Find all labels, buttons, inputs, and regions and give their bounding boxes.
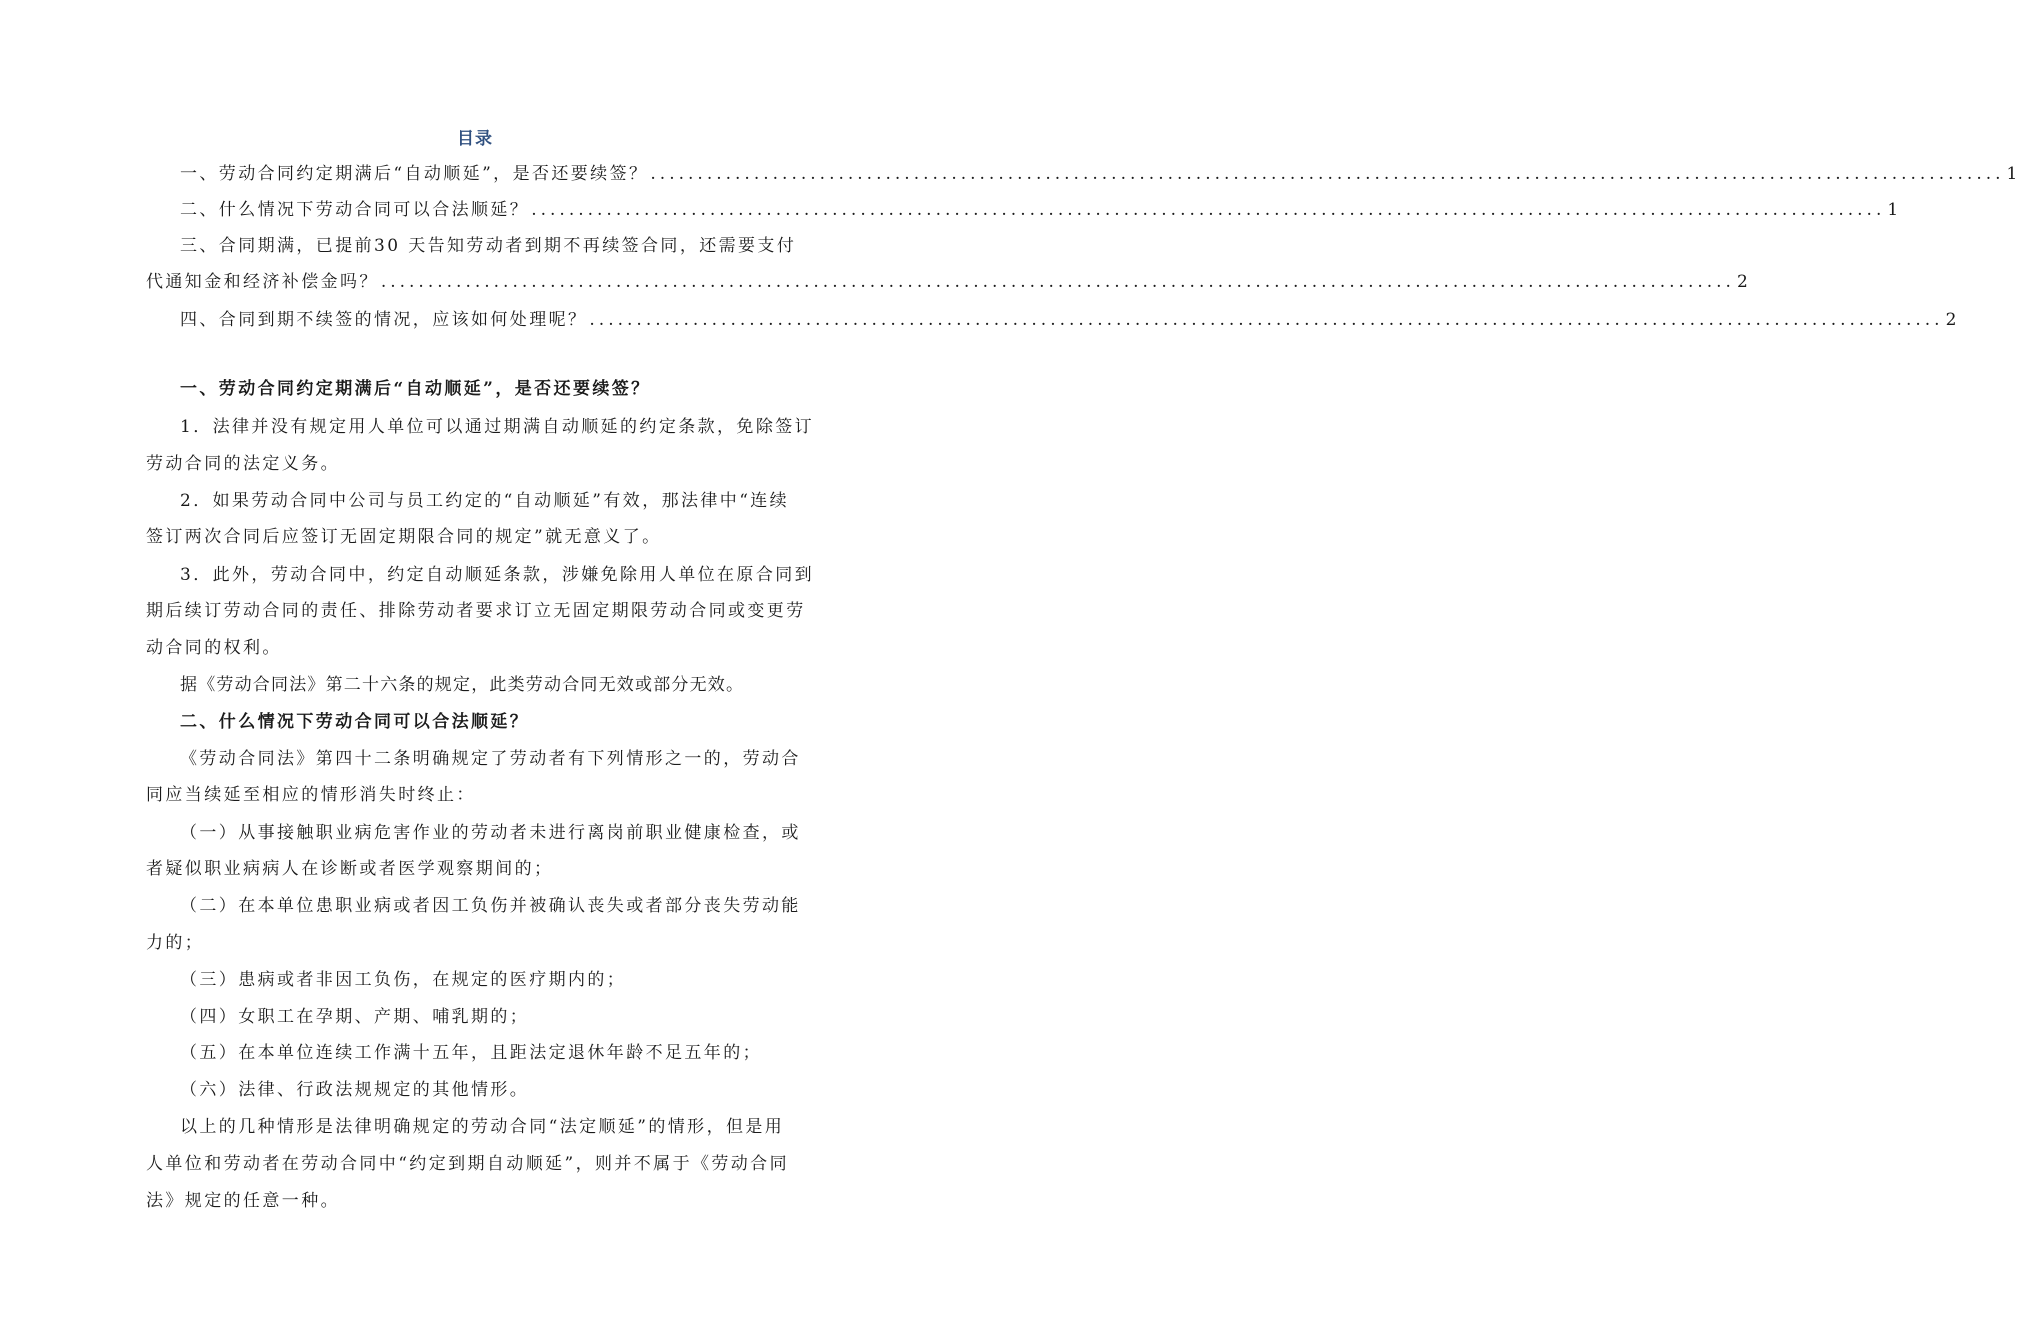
list-item-6: （六）法律、行政法规规定的其他情形。 [180, 1080, 530, 1100]
list-item-2-line-1: （二）在本单位患职业病或者因工负伤并被确认丧失或者部分丧失劳动能 [180, 896, 801, 916]
toc-entry-3[interactable] [146, 270, 1748, 294]
toc-entry-3-line1[interactable]: 三、合同期满，已提前30 天告知劳动者到期不再续签合同，还需要支付 [180, 236, 797, 256]
paragraph-2-line-1: 2．如果劳动合同中公司与员工约定的“自动顺延”有效，那法律中“连续 [180, 491, 790, 511]
intro-line-2: 同应当续延至相应的情形消失时终止： [146, 785, 476, 805]
paragraph-3-line-3: 动合同的权利。 [146, 638, 282, 658]
paragraph-3-line-1: 3．此外，劳动合同中，约定自动顺延条款，涉嫌免除用人单位在原合同到 [180, 565, 815, 585]
section-1-heading: 一、劳动合同约定期满后“自动顺延”，是否还要续签？ [180, 379, 651, 399]
toc-leader: ................................................................................................................................................ [650, 164, 2005, 184]
toc-entry-4[interactable] [180, 308, 1957, 332]
conclusion-line-2: 人单位和劳动者在劳动合同中“约定到期自动顺延”，则并不属于《劳动合同 [146, 1154, 789, 1174]
conclusion-line-1: 以上的几种情形是法律明确规定的劳动合同“法定顺延”的情形，但是用 [180, 1117, 785, 1137]
toc-entry-2[interactable] [180, 198, 1899, 222]
section-2-heading: 二、什么情况下劳动合同可以合法顺延？ [180, 712, 530, 732]
toc-page-number: 1 [2006, 164, 2017, 184]
list-item-2-line-2: 力的； [146, 933, 205, 953]
toc-entry-text: 四、合同到期不续签的情况，应该如何处理呢？ [180, 310, 588, 330]
toc-title: 目录 [457, 129, 493, 149]
toc-page-number: 1 [1887, 200, 1899, 220]
toc-entry-text: 一、劳动合同约定期满后“自动顺延”，是否还要续签？ [180, 164, 649, 184]
toc-entry-text: 二、什么情况下劳动合同可以合法顺延？ [180, 200, 530, 220]
intro-line-1: 《劳动合同法》第四十二条明确规定了劳动者有下列情形之一的，劳动合 [180, 749, 801, 769]
toc-page-number: 2 [1736, 272, 1748, 292]
conclusion-line-3: 法》规定的任意一种。 [146, 1191, 340, 1211]
toc-leader: ................................................................................................................................................ [589, 310, 1944, 330]
toc-leader: ................................................................................................................................................ [380, 272, 1735, 292]
list-item-3: （三）患病或者非因工负伤，在规定的医疗期内的； [180, 970, 627, 990]
toc-entry-text: 代通知金和经济补偿金吗？ [146, 272, 379, 292]
paragraph-3-line-2: 期后续订劳动合同的责任、排除劳动者要求订立无固定期限劳动合同或变更劳 [146, 601, 806, 621]
paragraph-4: 据《劳动合同法》第二十六条的规定，此类劳动合同无效或部分无效。 [180, 675, 745, 695]
list-item-5: （五）在本单位连续工作满十五年，且距法定退休年龄不足五年的； [180, 1043, 762, 1063]
paragraph-2-line-2: 签订两次合同后应签订无固定期限合同的规定”就无意义了。 [146, 527, 662, 547]
paragraph-1-line-2: 劳动合同的法定义务。 [146, 454, 340, 474]
toc-entry-1[interactable] [180, 162, 2017, 186]
toc-page-number: 2 [1945, 310, 1957, 330]
list-item-1-line-1: （一）从事接触职业病危害作业的劳动者未进行离岗前职业健康检查，或 [180, 823, 801, 843]
list-item-1-line-2: 者疑似职业病病人在诊断或者医学观察期间的； [146, 859, 554, 879]
toc-leader: ................................................................................................................................................ [531, 200, 1886, 220]
list-item-4: （四）女职工在孕期、产期、哺乳期的； [180, 1007, 530, 1027]
paragraph-1-line-1: 1．法律并没有规定用人单位可以通过期满自动顺延的约定条款，免除签订 [180, 417, 815, 437]
